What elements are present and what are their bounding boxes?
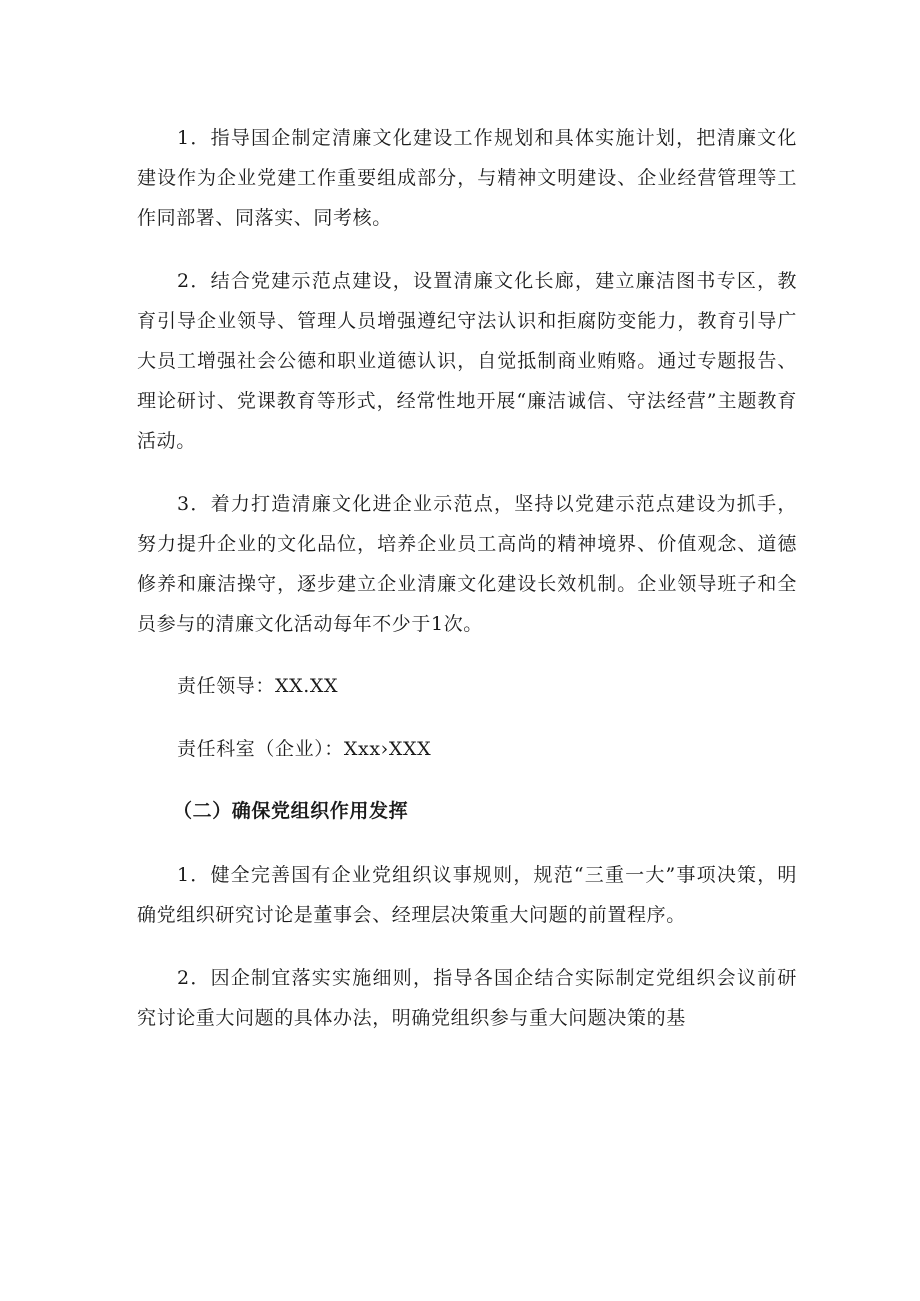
section-heading: （二）确保党组织作用发挥 [173,800,409,822]
paragraph-item-1: 1．指导国企制定清廉文化建设工作规划和具体实施计划，把清廉文化建设作为企业党建工作重要组成部分，与精神文明建设、企业经营管理等工作同部署、同落实、同考核。 [137,127,797,229]
document-page [137,118,797,1038]
paragraph-section2-item-1: 1．健全完善国有企业党组织议事规则，规范“三重一大”事项决策，明确党组织研究讨论是董事会、经理层决策重大问题的前置程序。 [137,864,797,926]
paragraph-item-2: 2．结合党建示范点建设，设置清廉文化长廊，建立廉洁图书专区，教育引导企业领导、管理人员增强遵纪守法认识和拒腐防变能力，教育引导广大员工增强社会公德和职业道德认识，自觉抵制商业贿赂。通过专题报告、理论研讨、党课教育等形式，经常性地开展“廉洁诚信、守法经营”主题教育活动。 [137,270,797,452]
paragraph-section2-item-2: 2．因企制宜落实实施细则，指导各国企结合实际制定党组织会议前研究讨论重大问题的具体办法，明确党组织参与重大问题决策的基 [137,967,797,1029]
paragraph-item-3: 3．着力打造清廉文化进企业示范点，坚持以党建示范点建设为抓手，努力提升企业的文化品位，培养企业员工高尚的精神境界、价值观念、道德修养和廉洁操守，逐步建立企业清廉文化建设长效机制。企业领导班子和全员参与的清廉文化活动每年不少于1次。 [137,493,797,635]
responsible-department: 责任科室（企业）：Xxx›XXX [177,738,432,760]
responsible-leader: 责任领导：XX.XX [177,675,339,697]
